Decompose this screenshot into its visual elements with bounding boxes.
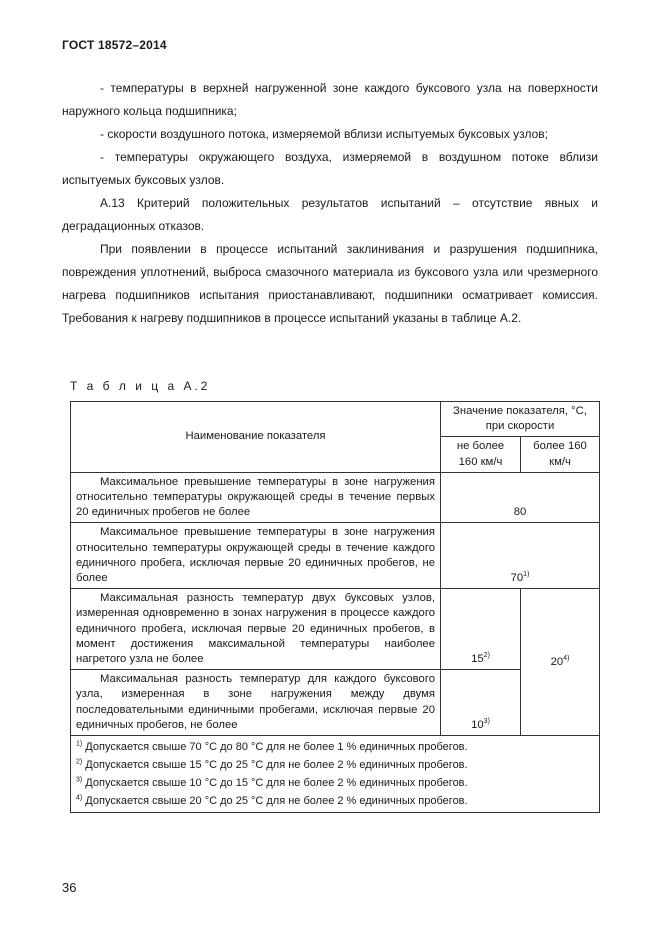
value-text: 20 xyxy=(550,655,564,668)
param-name-cell: Максимальное превышение температуры в зоне нагружения относительно температуры окружающей среды в течение первых 20 единичных пробегов не более xyxy=(71,472,441,523)
footnote xyxy=(76,738,594,756)
footnote-mark: 3) xyxy=(483,718,490,726)
footnote xyxy=(76,756,594,774)
body-text xyxy=(62,77,598,330)
requirements-table xyxy=(70,401,600,813)
value-text: 10 xyxy=(471,718,484,731)
footnote-mark: 4) xyxy=(76,794,83,802)
paragraph-list-item-2: - скорости воздушного потока, измеряемой вблизи испытуемых буксовых узлов; xyxy=(100,127,548,141)
page-number: 36 xyxy=(62,880,77,895)
param-value-cell xyxy=(441,589,521,670)
footnote-mark: 1) xyxy=(76,740,83,748)
footnote xyxy=(76,792,594,810)
header-name-cell: Наименование показателя xyxy=(71,402,441,473)
table-row xyxy=(71,523,600,589)
paragraph-list-item-3: - температуры окружающего воздуха, измеряемой в воздушном потоке вблизи испытуемых буксовых узлов. xyxy=(62,150,598,187)
param-value-cell xyxy=(441,670,521,736)
merged-value-cell xyxy=(521,589,600,736)
paragraph-list-item-1: - температуры в верхней нагруженной зоне каждого буксового узла на поверхности наружного кольца подшипника; xyxy=(62,81,598,118)
footnote xyxy=(76,774,594,792)
param-name-cell: Максимальная разность температур двух буксовых узлов, измеренная одновременно в зонах нагружения в процессе каждого единичного пробега, исключая первые 20 единичных пробегов, в момент достижения максимальной температуры наиболее нагретого узла не более xyxy=(71,589,441,670)
paragraph-criterion: А.13 Критерий положительных результатов испытаний – отсутствие явных и деградационных отказов. xyxy=(62,196,598,233)
value-text: 70 xyxy=(510,572,524,585)
footnote-mark: 4) xyxy=(563,654,570,662)
paragraph-failure-actions: При появлении в процессе испытаний заклинивания и разрушения подшипника, повреждения уплотнений, выброса смазочного материала из буксового узла или чрезмерного нагрева подшипников испытания приостанавливают, подшипники осматривает комиссия. Требования к нагреву подшипников в процессе испытаний указаны в таблице А.2. xyxy=(62,242,598,325)
document-code: ГОСТ 18572–2014 xyxy=(62,38,167,52)
param-name-cell: Максимальное превышение температуры в зоне нагружения относительно температуры окружающей среды в течение каждого единичного пробега, исключая первые 20 единичных пробегов, не более xyxy=(71,523,441,589)
table-notes-row xyxy=(71,736,600,813)
footnote-mark: 3) xyxy=(76,776,83,784)
header-speed-high-cell: более 160 км/ч xyxy=(521,437,600,472)
table-row xyxy=(71,589,600,670)
header-speed-low-cell: не более 160 км/ч xyxy=(441,437,521,472)
value-text: 15 xyxy=(471,653,484,666)
footnote-mark: 2) xyxy=(483,652,490,660)
table-row xyxy=(71,472,600,523)
footnote-mark: 1) xyxy=(523,571,530,579)
footnote-text: Допускается свыше 15 °С до 25 °С для не более 2 % единичных пробегов. xyxy=(82,759,468,772)
table-caption: Т а б л и ц а А.2 xyxy=(70,379,211,393)
param-name-cell: Максимальная разность температур для каждого буксового узла, измеренная в зоне нагружения между двумя последовательными единичными пробегами, исключая первые 20 единичных пробегов, не более xyxy=(71,670,441,736)
table-header-row xyxy=(71,402,600,437)
notes-cell xyxy=(71,736,600,813)
footnote-mark: 2) xyxy=(76,758,83,766)
param-value-cell: 80 xyxy=(441,472,600,523)
table-row xyxy=(71,670,600,736)
footnote-text: Допускается свыше 20 °С до 25 °С для не более 2 % единичных пробегов. xyxy=(82,795,468,808)
header-value-cell: Значение показателя, °С, при скорости xyxy=(441,402,600,437)
footnote-text: Допускается свыше 10 °С до 15 °С для не более 2 % единичных пробегов. xyxy=(82,777,468,790)
param-value-cell xyxy=(441,523,600,589)
footnote-text: Допускается свыше 70 °С до 80 °С для не более 1 % единичных пробегов. xyxy=(82,741,468,754)
